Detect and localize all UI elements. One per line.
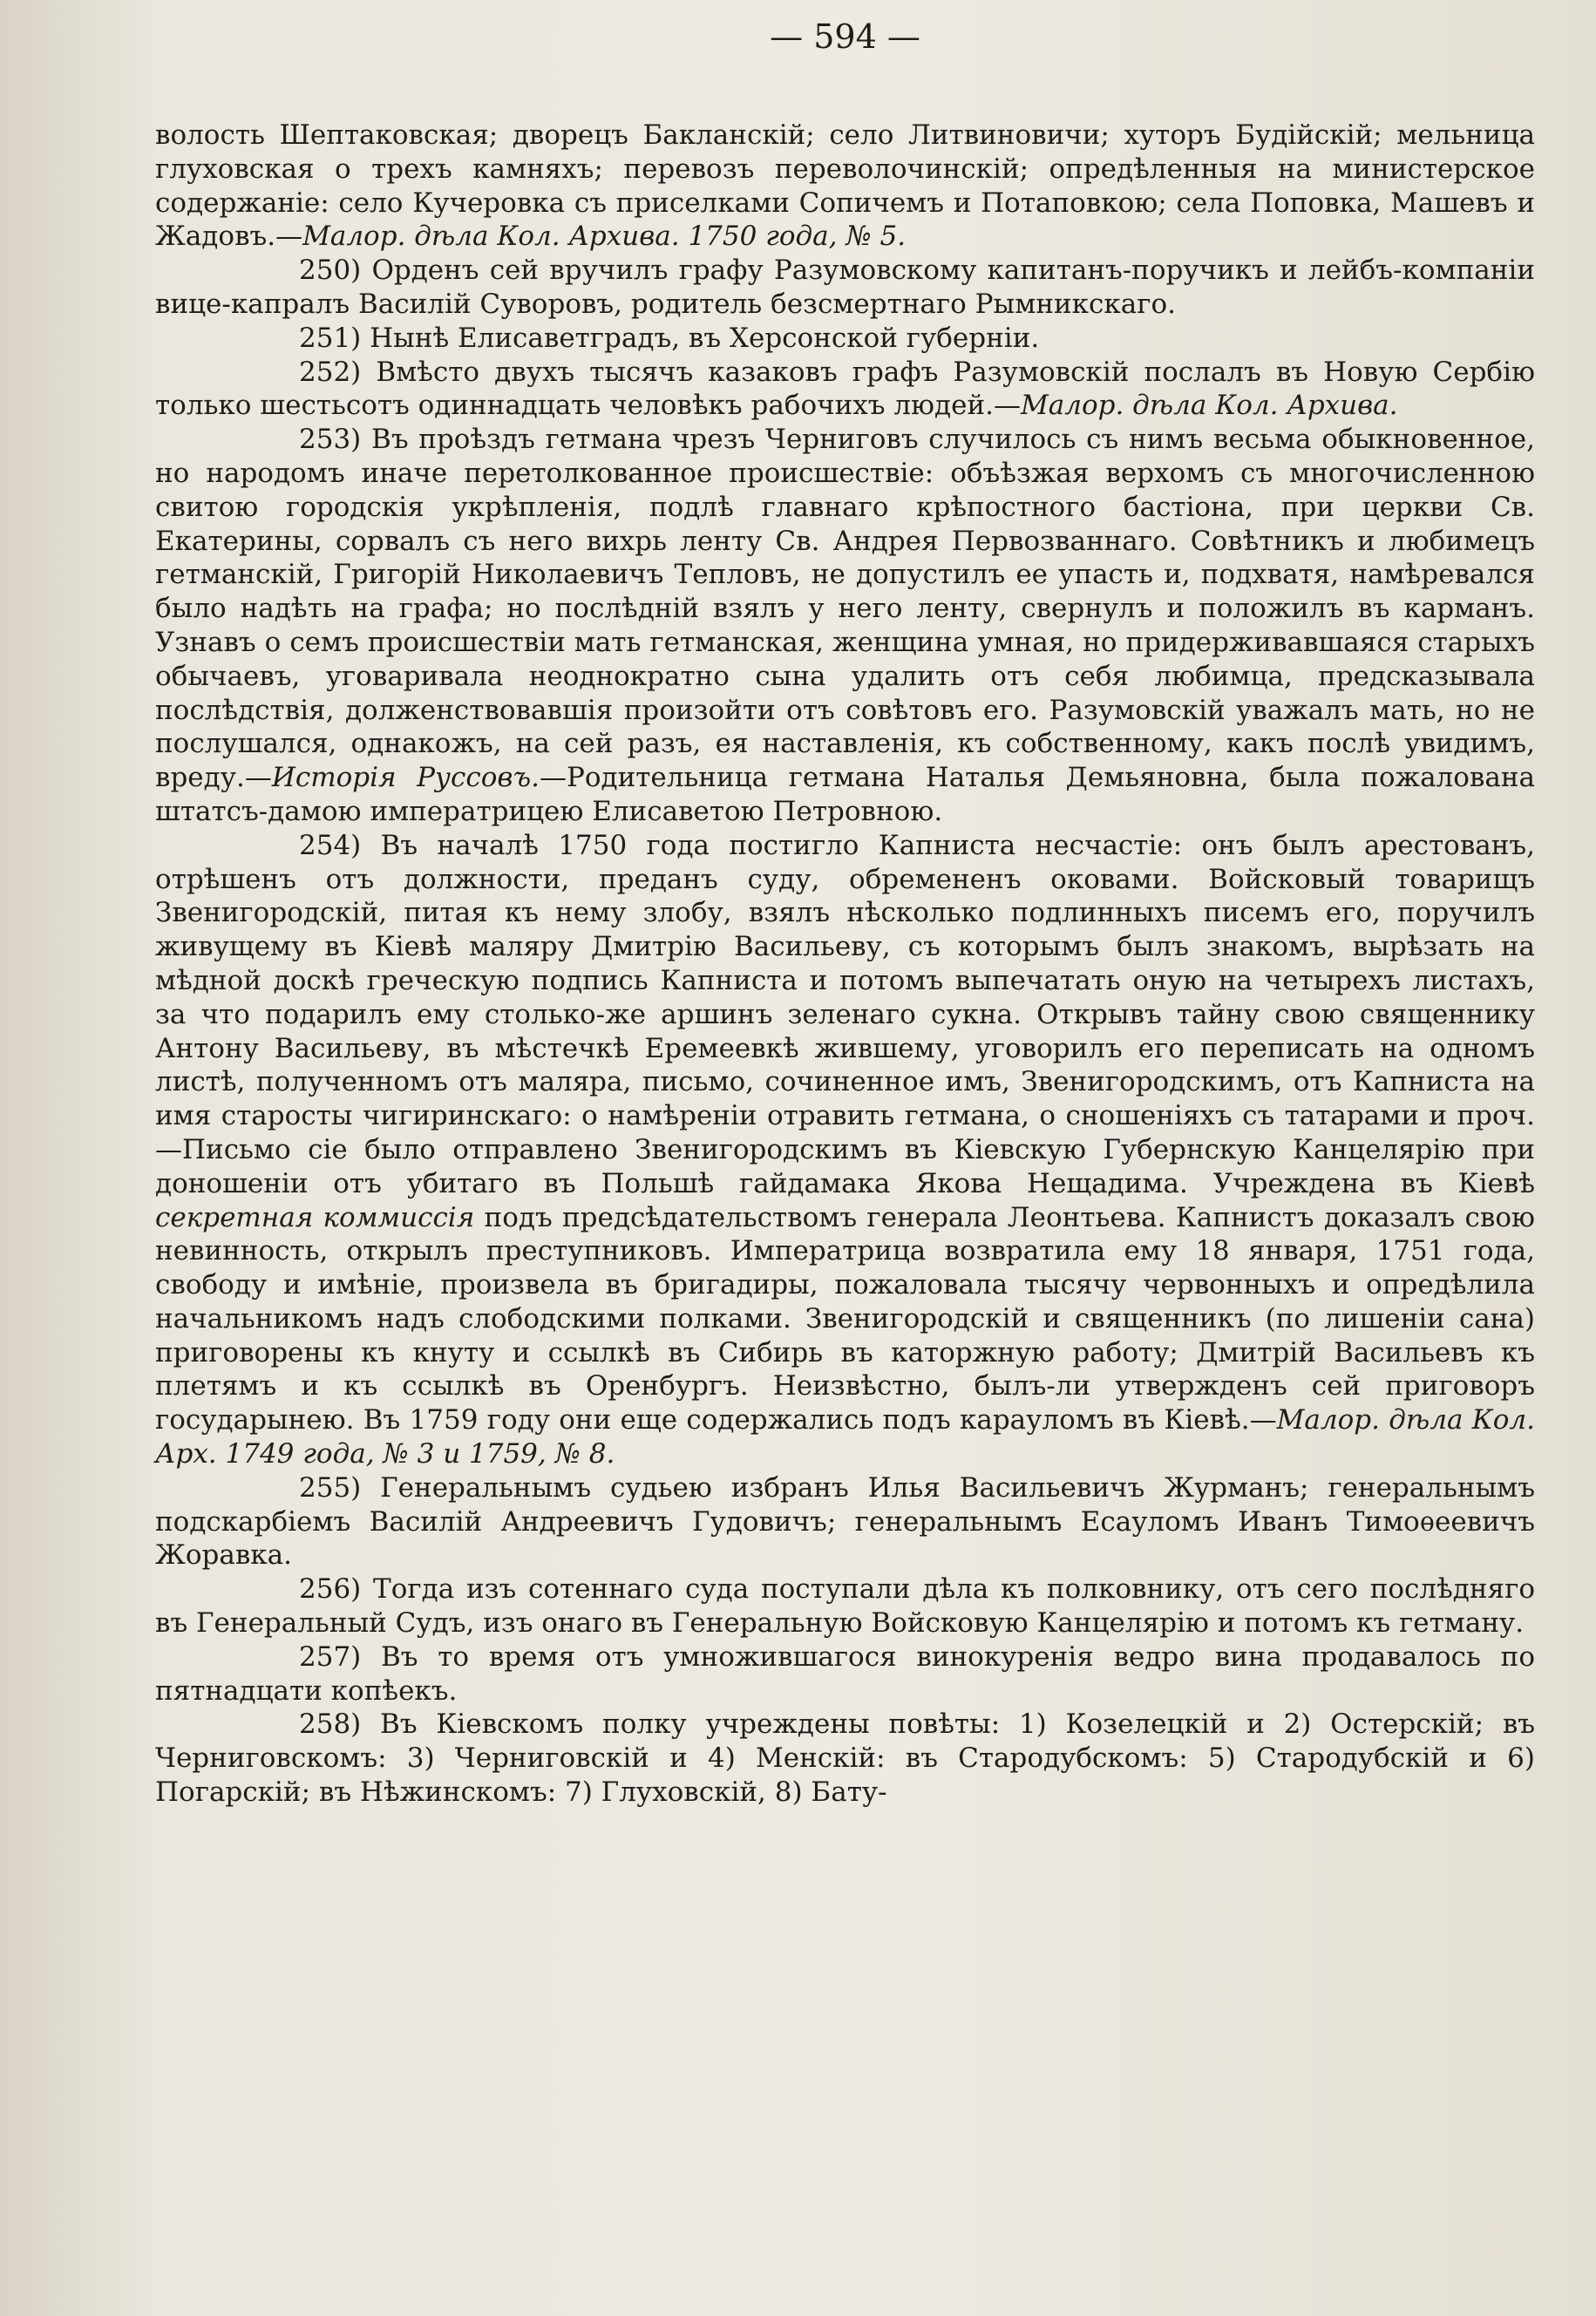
paragraph-text: 257) Въ то время отъ умножившагося винокуренія ведро вина продавалось по пятнадцати копѣекъ. [155, 1640, 1535, 1707]
paragraph-text: —Родительница гетмана Наталья Демьяновна, была пожалована штатсъ-дамою императрицею Елисаветою Петровною. [155, 762, 1535, 827]
citation-text: Малор. дѣла Кол. Арх. 1749 года, № 3 и 1759, № 8. [155, 1404, 1536, 1470]
paragraph-text: 253) Въ проѣздъ гетмана чрезъ Черниговъ случилось съ нимъ весьма обыкновенное, но народомъ иначе перетолкованное происшествіе: объѣзжая верхомъ съ многочисленною свитою городскія укрѣпленія, подлѣ главнаго крѣпостного бастіона, при церкви Св. Екатерины, сорвалъ съ него вихрь ленту Св. Андрея Первозваннаго. Совѣтникъ и любимецъ гетманскій, Григорій Николаевичъ Тепловъ, не допустилъ ее упасть и, подхватя, намѣревался было надѣть на графа; но послѣдній взялъ у него ленту, свернулъ и положилъ въ карманъ. Узнавъ о семъ происшествіи мать гетманская, женщина умная, но придерживавшаяся старыхъ обычаевъ, уговаривала неоднократно сына удалить отъ себя любимца, предсказывала послѣдствія, долженствовавшія произойти отъ совѣтовъ его. Разумовскій уважалъ мать, но не послушался, однакожъ, на сей разъ, ея наставленія, къ собственному, какъ послѣ увидимъ, вреду.— [155, 424, 1535, 794]
footnotes-body [155, 119, 1535, 1810]
paragraph-text: волость Шептаковская; дворецъ Бакланскій; село Литвиновичи; хуторъ Будійскій; мельница глуховская о трехъ камняхъ; перевозъ переволочинскій; опредѣленныя на министерское содержаніе: село Кучеровка съ приселками Сопичемъ и Потаповкою; села Поповка, Машевъ и Жадовъ.— [155, 119, 1535, 253]
citation-text: Исторія Руссовъ. [271, 762, 540, 794]
footnote-paragraph [155, 322, 1535, 356]
paragraph-text: подъ предсѣдательствомъ генерала Леонтьева. Капнистъ доказалъ свою невинность, открылъ преступниковъ. Императрица возвратила ему 18 января, 1751 года, свободу и имѣніе, произвела въ бригадиры, пожаловала тысячу червонныхъ и опредѣлила начальникомъ надъ слободскими полками. Звенигородскій и священникъ (по лишеніи сана) приговорены къ кнуту и ссылкѣ въ Сибирь въ каторжную работу; Дмитрій Васильевъ къ плетямъ и къ ссылкѣ въ Оренбургъ. Неизвѣстно, былъ-ли утвержденъ сей приговоръ государынею. Въ 1759 году они еще содержались подъ карауломъ въ Кіевѣ.— [155, 1201, 1535, 1436]
citation-text: Малор. дѣла Кол. Архива. [1020, 390, 1398, 422]
paragraph-text: 258) Въ Кіевскомъ полку учреждены повѣты: 1) Козелецкій и 2) Остерскій; въ Черниговскомъ: 3) Черниговскій и 4) Менскій: въ Стародубскомъ: 5) Стародубскій и 6) Погарскій; въ Нѣжинскомъ: 7) Глуховскій, 8) Бату- [155, 1708, 1535, 1809]
paragraph-text: 251) Нынѣ Елисаветградъ, въ Херсонской губерніи. [299, 322, 1040, 354]
footnote-paragraph [155, 423, 1535, 829]
footnote-paragraph [155, 1471, 1535, 1572]
footnote-paragraph [155, 356, 1535, 424]
footnote-paragraph [155, 1640, 1535, 1708]
paragraph-text: 256) Тогда изъ сотеннаго суда поступали дѣла къ полковнику, отъ сего послѣдняго въ Генеральный Судъ, изъ онаго въ Генеральную Войсковую Канцелярію и потомъ къ гетману. [155, 1573, 1535, 1640]
paragraph-text: 254) Въ началѣ 1750 года постигло Капниста несчастіе: онъ былъ арестованъ, отрѣшенъ отъ должности, преданъ суду, обремененъ оковами. Войсковый товарищъ Звенигородскій, питая къ нему злобу, взялъ нѣсколько подлинныхъ писемъ его, поручилъ живущему въ Кіевѣ маляру Дмитрію Васильеву, съ которымъ былъ знакомъ, вырѣзать на мѣдной доскѣ греческую подпись Капниста и потомъ выпечатать оную на четырехъ листахъ, за что подарилъ ему столько-же аршинъ зеленаго сукна. Открывъ тайну свою священнику Антону Васильеву, въ мѣстечкѣ Еремеевкѣ жившему, уговорилъ его переписать на одномъ листѣ, полученномъ отъ маляра, письмо, сочиненное имъ, Звенигородскимъ, отъ Капниста на имя старосты чигиринскаго: о намѣреніи отравить гетмана, о сношеніяхъ съ татарами и проч.—Письмо сіе было отправлено Звенигородскимъ въ Кіевскую Губернскую Канцелярію при доношеніи отъ убитаго въ Польшѣ гайдамака Якова Нещадима. Учреждена въ Кіевѣ [155, 829, 1535, 1199]
citation-text: секретная коммиссія [155, 1201, 475, 1233]
footnote-paragraph [155, 1708, 1535, 1809]
paragraph-text: 250) Орденъ сей вручилъ графу Разумовскому капитанъ-поручикъ и лейбъ-компаніи вице-капралъ Василій Суворовъ, родитель безсмертнаго Рымникскаго. [155, 255, 1535, 320]
paragraph-text: 252) Вмѣсто двухъ тысячъ казаковъ графъ Разумовскій послалъ въ Новую Сербію только шестьсотъ одиннадцать человѣкъ рабочихъ людей.— [155, 356, 1535, 422]
footnote-paragraph [155, 829, 1535, 1471]
citation-text: Малор. дѣла Кол. Архива. 1750 года, № 5. [302, 221, 907, 253]
footnote-paragraph [155, 119, 1535, 254]
footnote-paragraph [155, 254, 1535, 322]
paragraph-text: 255) Генеральнымъ судьею избранъ Илья Васильевичъ Журманъ; генеральнымъ подскарбіемъ Василій Андреевичъ Гудовичъ; генеральнымъ Есауломъ Иванъ Тимоѳеевичъ Жоравка. [155, 1471, 1535, 1572]
page-number: — 594 — [770, 17, 920, 56]
footnote-paragraph [155, 1572, 1535, 1640]
